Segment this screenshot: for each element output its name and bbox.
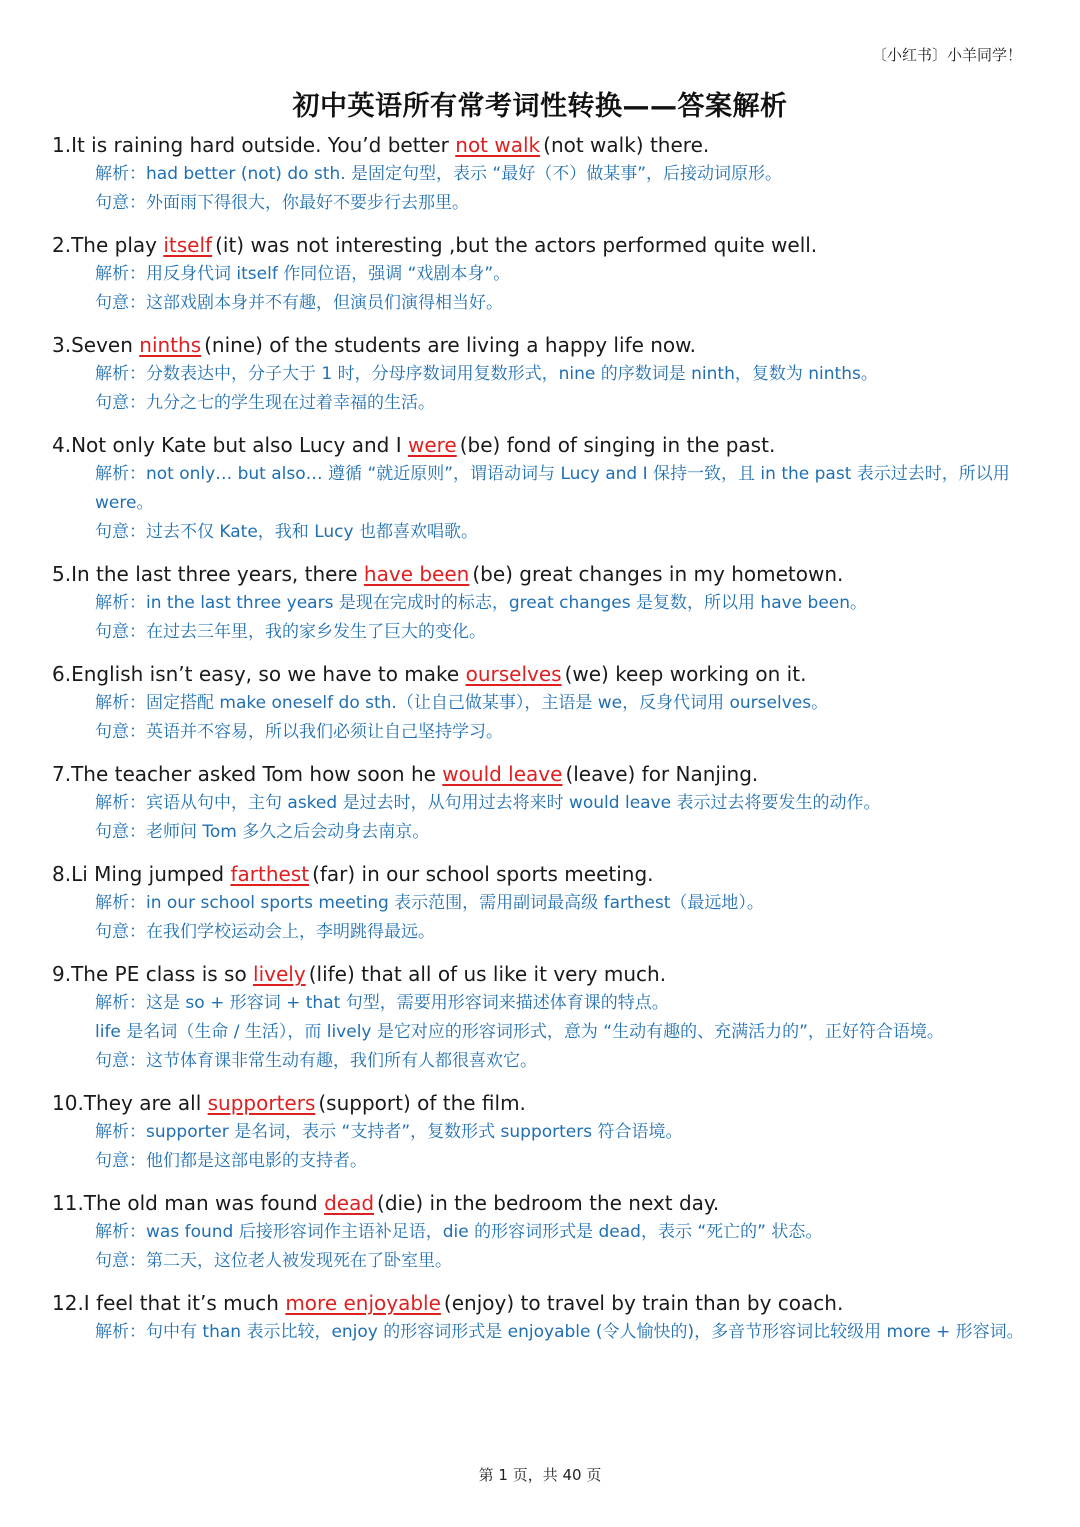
page-footer: 第 1 页，共 40 页 (478, 1466, 602, 1484)
explanation-line: life 是名词（生命 / 生活），而 lively 是它对应的形容词形式，意为 “生动有趣的、充满活力的”，正好符合语境。 (95, 1022, 944, 1042)
question-sentence (52, 559, 1032, 589)
question-item (52, 1288, 1032, 1347)
explanation-line: 解析：was found 后接形容词作主语补足语，die 的形容词形式是 dead，表示 “死亡的” 状态。 (95, 1222, 823, 1242)
explanation-line: 解析：用反身代词 itself 作同位语，强调 “戏剧本身”。 (95, 264, 511, 284)
question-text: (life) that all of us like it very much. (308, 962, 667, 986)
question-item (52, 759, 1032, 847)
question-item (52, 659, 1032, 747)
question-text: 6.English isn’t easy, so we have to make (52, 662, 466, 686)
explanation-line: 解析：had better (not) do sth. 是固定句型，表示 “最好（不）做某事”，后接动词原形。 (95, 164, 783, 184)
explanation-line: 句意：在我们学校运动会上，李明跳得最远。 (95, 922, 435, 942)
question-text: (not walk) there. (543, 133, 710, 157)
question-item (52, 430, 1032, 547)
question-sentence (52, 130, 1032, 160)
explanation-line: 句意：这部戏剧本身并不有趣，但演员们演得相当好。 (95, 293, 503, 313)
question-text: 1.It is raining hard outside. You’d better (52, 133, 456, 157)
answer-text: dead (324, 1191, 375, 1215)
question-sentence (52, 859, 1032, 889)
question-sentence (52, 659, 1032, 689)
question-item (52, 859, 1032, 947)
question-text: (it) was not interesting ,but the actors performed quite well. (215, 233, 818, 257)
explanation-line: 句意：外面雨下得很大，你最好不要步行去那里。 (95, 193, 469, 213)
question-text: 10.They are all (52, 1091, 208, 1115)
question-text: 4.Not only Kate but also Lucy and I (52, 433, 408, 457)
question-sentence (52, 959, 1032, 989)
question-item (52, 130, 1032, 218)
explanation-line: 句意：英语并不容易，所以我们必须让自己坚持学习。 (95, 722, 503, 742)
question-text: (die) in the bedroom the next day. (377, 1191, 720, 1215)
question-item (52, 330, 1032, 418)
explanation-line: 句意：九分之七的学生现在过着幸福的生活。 (95, 393, 435, 413)
question-text: (leave) for Nanjing. (565, 762, 759, 786)
answer-text: not walk (455, 133, 541, 157)
question-text: 7.The teacher asked Tom how soon he (52, 762, 443, 786)
explanation-line: 句意：他们都是这部电影的支持者。 (95, 1151, 367, 1171)
question-text: (enjoy) to travel by train than by coach. (443, 1291, 844, 1315)
question-text: (be) great changes in my hometown. (472, 562, 844, 586)
answer-text: would leave (442, 762, 563, 786)
explanation-line: 解析：in the last three years 是现在完成时的标志，great changes 是复数，所以用 have been。 (95, 593, 868, 613)
explanation-line: 解析：not only… but also… 遵循 “就近原则”，谓语动词与 Lucy and I 保持一致，且 in the past 表示过去时，所以用 were。 (95, 464, 1010, 513)
explanation-line: 解析：分数表达中，分子大于 1 时，分母序数词用复数形式，nine 的序数词是 ninth，复数为 ninths。 (95, 364, 878, 384)
question-list (52, 130, 1032, 1359)
answer-text: lively (253, 962, 306, 986)
explanation-line: 句意：过去不仅 Kate，我和 Lucy 也都喜欢唱歌。 (95, 522, 478, 542)
question-text: 9.The PE class is so (52, 962, 254, 986)
answer-text: more enjoyable (285, 1291, 441, 1315)
explanation-line: 解析：这是 so + 形容词 + that 句型，需要用形容词来描述体育课的特点。 (95, 993, 669, 1013)
explanation-line: 解析：in our school sports meeting 表示范围，需用副词最高级 farthest（最远地）。 (95, 893, 764, 913)
explanation-line: 句意：第二天，这位老人被发现死在了卧室里。 (95, 1251, 452, 1271)
question-sentence (52, 1288, 1032, 1318)
answer-text: supporters (207, 1091, 316, 1115)
question-text: 12.I feel that it’s much (52, 1291, 286, 1315)
header-note: 〔小红书〕小羊同学！ (871, 46, 1022, 64)
answer-text: ourselves (465, 662, 562, 686)
question-text: 8.Li Ming jumped (52, 862, 231, 886)
explanation-line: 解析：宾语从句中，主句 asked 是过去时，从句用过去将来时 would leave 表示过去将要发生的动作。 (95, 793, 881, 813)
question-sentence (52, 230, 1032, 260)
explanation-line: 解析：supporter 是名词，表示 “支持者”，复数形式 supporters 符合语境。 (95, 1122, 683, 1142)
question-sentence (52, 430, 1032, 460)
question-sentence (52, 759, 1032, 789)
explanation-line: 句意：这节体育课非常生动有趣，我们所有人都很喜欢它。 (95, 1051, 537, 1071)
question-sentence (52, 330, 1032, 360)
question-sentence (52, 1088, 1032, 1118)
question-item (52, 959, 1032, 1076)
explanation-line: 解析：句中有 than 表示比较，enjoy 的形容词形式是 enjoyable (令人愉快的)，多音节形容词比较级用 more + 形容词。 (95, 1322, 1024, 1342)
question-text: (far) in our school sports meeting. (312, 862, 654, 886)
question-item (52, 1088, 1032, 1176)
explanation-line: 句意：老师问 Tom 多久之后会动身去南京。 (95, 822, 430, 842)
question-text: 3.Seven (52, 333, 140, 357)
question-item (52, 559, 1032, 647)
answer-text: were (407, 433, 457, 457)
page-title: 初中英语所有常考词性转换——答案解析 (292, 91, 788, 122)
question-item (52, 1188, 1032, 1276)
question-text: (support) of the film. (318, 1091, 526, 1115)
answer-text: ninths (139, 333, 202, 357)
question-sentence (52, 1188, 1032, 1218)
question-text: 5.In the last three years, there (52, 562, 364, 586)
question-text: (we) keep working on it. (564, 662, 807, 686)
question-text: 2.The play (52, 233, 164, 257)
question-text: (be) fond of singing in the past. (459, 433, 776, 457)
question-item (52, 230, 1032, 318)
answer-text: farthest (230, 862, 310, 886)
explanation-line: 句意：在过去三年里，我的家乡发生了巨大的变化。 (95, 622, 486, 642)
question-text: 11.The old man was found (52, 1191, 325, 1215)
answer-text: have been (363, 562, 470, 586)
answer-text: itself (163, 233, 213, 257)
explanation-line: 解析：固定搭配 make oneself do sth.（让自己做某事），主语是 we，反身代词用 ourselves。 (95, 693, 829, 713)
question-text: (nine) of the students are living a happy life now. (204, 333, 697, 357)
